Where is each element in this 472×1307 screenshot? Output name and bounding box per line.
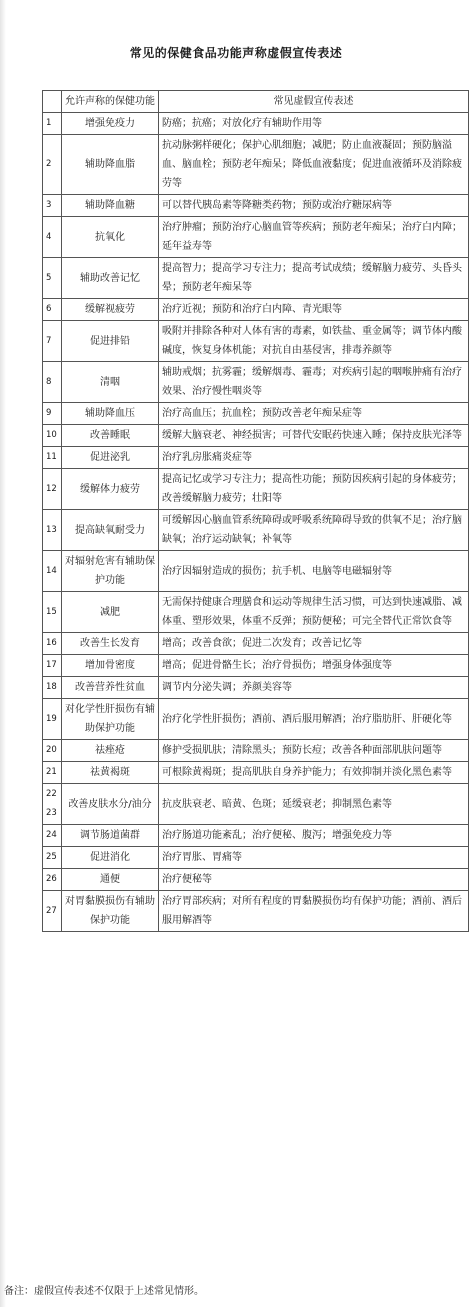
table-row <box>43 195 469 217</box>
row-number: 15 <box>43 592 62 633</box>
footnote: 备注：虚假宣传表述不仅限于上述常见情形。 <box>4 1286 204 1297</box>
table-row <box>43 217 469 258</box>
table-row <box>43 655 469 677</box>
row-number: 27 <box>43 891 62 932</box>
table-row <box>43 847 469 869</box>
row-description: 抗皮肤衰老、暗黄、色斑；延缓衰老；抑制黑色素等 <box>159 784 469 825</box>
row-number: 7 <box>43 321 62 362</box>
row-description: 调节内分泌失调；养颜美容等 <box>159 677 469 699</box>
row-description: 无需保持健康合理膳食和运动等规律生活习惯，可达到快速减脂、减体重、塑形效果，体重不反弹；预防便秘；可完全替代正常饮食等 <box>159 592 469 633</box>
row-number: 8 <box>43 362 62 403</box>
row-description: 辅助戒烟；抗雾霾；缓解烟毒、霾毒；对疾病引起的咽喉肿痛有治疗效果、治疗慢性咽炎等 <box>159 362 469 403</box>
row-function: 对胃黏膜损伤有辅助保护功能 <box>62 891 159 932</box>
row-number: 26 <box>43 869 62 891</box>
row-description: 修护受损肌肤；清除黑头；预防长痘；改善各种面部肌肤问题等 <box>159 740 469 762</box>
header-number <box>43 91 62 113</box>
row-number: 14 <box>43 551 62 592</box>
table-header-row <box>43 91 469 113</box>
row-function: 缓解视疲劳 <box>62 299 159 321</box>
row-number: 17 <box>43 655 62 677</box>
row-description: 提高记忆或学习专注力；提高性功能；预防因疾病引起的身体疲劳；改善缓解脑力疲劳；壮阳等 <box>159 469 469 510</box>
row-number: 9 <box>43 403 62 425</box>
row-description: 治疗肿瘤；预防治疗心脑血管等疾病；预防老年痴呆；治疗白内障；延年益寿等 <box>159 217 469 258</box>
table-row <box>43 699 469 740</box>
page-title: 常见的保健食品功能声称虚假宣传表述 <box>129 46 343 60</box>
row-description: 缓解大脑衰老、神经损害；可替代安眠药快速入睡；保持皮肤光泽等 <box>159 425 469 447</box>
row-description: 治疗便秘等 <box>159 869 469 891</box>
row-function: 增加骨密度 <box>62 655 159 677</box>
row-description: 治疗因辐射造成的损伤；抗手机、电脑等电磁辐射等 <box>159 551 469 592</box>
row-number: 1 <box>43 113 62 135</box>
row-number: 18 <box>43 677 62 699</box>
row-number: 21 <box>43 762 62 784</box>
row-function: 对化学性肝损伤有辅助保护功能 <box>62 699 159 740</box>
table-row <box>43 469 469 510</box>
header-description: 常见虚假宣传表述 <box>159 91 469 113</box>
row-function: 清咽 <box>62 362 159 403</box>
row-number: 24 <box>43 825 62 847</box>
row-function: 提高缺氧耐受力 <box>62 510 159 551</box>
row-function: 缓解体力疲劳 <box>62 469 159 510</box>
table-row <box>43 299 469 321</box>
page-edge-shadow <box>0 0 6 1307</box>
table-row <box>43 258 469 299</box>
row-description: 防癌；抗癌；对放化疗有辅助作用等 <box>159 113 469 135</box>
row-function: 辅助改善记忆 <box>62 258 159 299</box>
row-description: 治疗化学性肝损伤；酒前、酒后服用解酒；治疗脂肪肝、肝硬化等 <box>159 699 469 740</box>
row-number: 19 <box>43 699 62 740</box>
row-function: 促进排铅 <box>62 321 159 362</box>
row-number: 16 <box>43 633 62 655</box>
table-row <box>43 551 469 592</box>
row-description: 增高；促进骨骼生长；治疗骨损伤；增强身体强度等 <box>159 655 469 677</box>
table-row <box>43 135 469 195</box>
table-row <box>43 362 469 403</box>
row-number: 4 <box>43 217 62 258</box>
row-function: 祛痤疮 <box>62 740 159 762</box>
row-description: 可缓解因心脑血管系统障碍或呼吸系统障碍导致的供氧不足；治疗脑缺氧；治疗运动缺氧；补氧等 <box>159 510 469 551</box>
table-row <box>43 447 469 469</box>
table-row <box>43 403 469 425</box>
table-row <box>43 592 469 633</box>
row-description: 治疗高血压；抗血栓；预防改善老年痴呆症等 <box>159 403 469 425</box>
claims-table <box>42 90 469 932</box>
table-row <box>43 869 469 891</box>
table-row <box>43 784 469 825</box>
row-number: 5 <box>43 258 62 299</box>
row-description: 治疗肠道功能紊乱；治疗便秘、腹泻；增强免疫力等 <box>159 825 469 847</box>
row-function: 促进消化 <box>62 847 159 869</box>
row-function: 促进泌乳 <box>62 447 159 469</box>
row-number: 2 <box>43 135 62 195</box>
table-row <box>43 825 469 847</box>
row-number: 20 <box>43 740 62 762</box>
row-function: 通便 <box>62 869 159 891</box>
row-function: 调节肠道菌群 <box>62 825 159 847</box>
table-row <box>43 425 469 447</box>
header-function: 允许声称的保健功能 <box>62 91 159 113</box>
table-row <box>43 510 469 551</box>
row-function: 增强免疫力 <box>62 113 159 135</box>
table-row <box>43 677 469 699</box>
row-number: 3 <box>43 195 62 217</box>
row-function: 减肥 <box>62 592 159 633</box>
row-function: 辅助降血糖 <box>62 195 159 217</box>
row-description: 治疗胃胀、胃痛等 <box>159 847 469 869</box>
row-function: 改善皮肤水分/油分 <box>62 784 159 825</box>
row-description: 可以替代胰岛素等降糖类药物；预防或治疗糖尿病等 <box>159 195 469 217</box>
row-function: 改善生长发育 <box>62 633 159 655</box>
row-function: 辅助降血脂 <box>62 135 159 195</box>
table-row <box>43 633 469 655</box>
row-description: 治疗胃部疾病；对所有程度的胃黏膜损伤均有保护功能；酒前、酒后服用解酒等 <box>159 891 469 932</box>
row-description: 提高智力；提高学习专注力；提高考试成绩；缓解脑力疲劳、头昏头晕；预防老年痴呆等 <box>159 258 469 299</box>
table-row <box>43 321 469 362</box>
row-number: 6 <box>43 299 62 321</box>
table-body <box>43 113 469 932</box>
row-function: 改善睡眠 <box>62 425 159 447</box>
row-function: 对辐射危害有辅助保护功能 <box>62 551 159 592</box>
row-function: 抗氧化 <box>62 217 159 258</box>
table-row <box>43 740 469 762</box>
row-number: 25 <box>43 847 62 869</box>
table-row <box>43 891 469 932</box>
row-function: 改善营养性贫血 <box>62 677 159 699</box>
row-description: 可根除黄褐斑；提高肌肤自身养护能力；有效抑制并淡化黑色素等 <box>159 762 469 784</box>
row-description: 增高；改善食欲；促进二次发育；改善记忆等 <box>159 633 469 655</box>
row-number: 13 <box>43 510 62 551</box>
row-number: 12 <box>43 469 62 510</box>
row-function: 祛黄褐斑 <box>62 762 159 784</box>
table-row <box>43 113 469 135</box>
row-number: 22 23 <box>43 784 62 825</box>
row-description: 吸附并排除各种对人体有害的毒素，如铁盐、重金属等；调节体内酸碱度，恢复身体机能；对抗自由基侵害，排毒养颜等 <box>159 321 469 362</box>
row-function: 辅助降血压 <box>62 403 159 425</box>
row-description: 治疗近视；预防和治疗白内障、青光眼等 <box>159 299 469 321</box>
row-description: 治疗乳房胀痛炎症等 <box>159 447 469 469</box>
row-description: 抗动脉粥样硬化；保护心肌细胞；减肥；防止血液凝固；预防脑溢血、脑血栓；预防老年痴呆；降低血液黏度；促进血液循环及消除疲劳等 <box>159 135 469 195</box>
table-row <box>43 762 469 784</box>
row-number: 10 <box>43 425 62 447</box>
row-number: 11 <box>43 447 62 469</box>
